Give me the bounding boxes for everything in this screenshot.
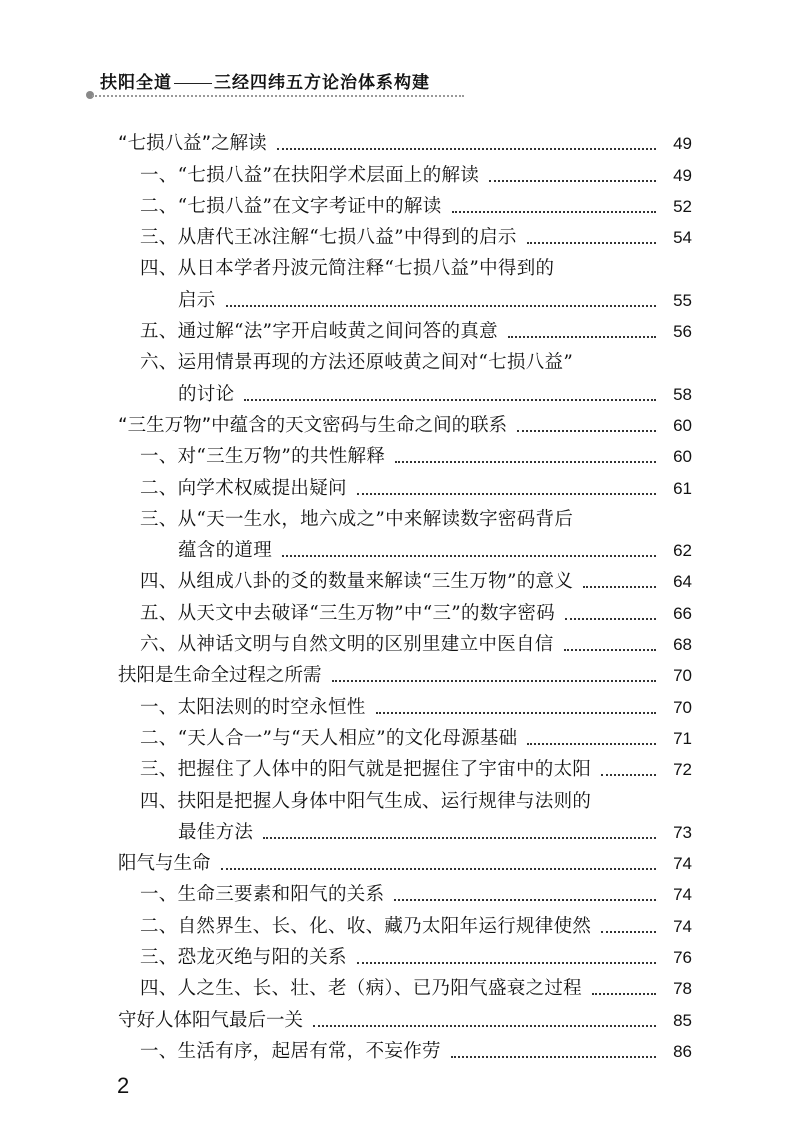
toc-dot-leader: [395, 461, 656, 463]
toc-dot-leader: [357, 962, 656, 964]
toc-entry[interactable]: [118, 283, 692, 314]
table-of-contents: [118, 127, 692, 1066]
toc-entry[interactable]: [118, 346, 692, 377]
toc-entry[interactable]: [118, 127, 692, 158]
toc-entry-title: 六、运用情景再现的方法还原岐黄之间对“七损八益”: [140, 352, 574, 374]
toc-entry[interactable]: [118, 909, 692, 940]
toc-entry[interactable]: [118, 659, 692, 690]
toc-entry-title: 四、人之生、长、壮、老（病）、已乃阳气盛衰之过程: [140, 978, 582, 1000]
toc-dot-leader: [226, 305, 656, 307]
toc-entry[interactable]: [118, 816, 692, 847]
toc-entry[interactable]: [118, 221, 692, 252]
toc-entry-title: 二、自然界生、长、化、收、藏乃太阳年运行规律使然: [140, 915, 592, 937]
toc-entry[interactable]: [118, 190, 692, 221]
toc-entry-page: 74: [673, 854, 692, 874]
toc-dot-leader: [221, 868, 656, 870]
toc-entry[interactable]: [118, 1035, 692, 1066]
toc-dot-leader: [394, 899, 656, 901]
toc-entry-title: 六、从神话文明与自然文明的区别里建立中医自信: [140, 634, 554, 656]
toc-entry[interactable]: [118, 628, 692, 659]
toc-entry-title: 三、从唐代王冰注解“七损八益”中得到的启示: [140, 227, 517, 249]
toc-entry-page: 56: [673, 322, 692, 342]
toc-entry-title: 二、向学术权威提出疑问: [140, 477, 347, 499]
toc-dot-leader: [583, 586, 656, 588]
toc-entry[interactable]: [118, 690, 692, 721]
toc-entry-page: 49: [673, 134, 692, 154]
toc-entry-page: 85: [673, 1010, 692, 1030]
toc-entry-page: 60: [673, 447, 692, 467]
toc-entry[interactable]: [118, 847, 692, 878]
toc-dot-leader: [592, 993, 656, 995]
toc-entry-page: 61: [673, 478, 692, 498]
book-title: 扶阳全道: [100, 73, 172, 93]
toc-dot-leader: [517, 430, 656, 432]
toc-dot-leader: [451, 1056, 656, 1058]
toc-dot-leader: [565, 618, 656, 620]
toc-entry[interactable]: [118, 315, 692, 346]
toc-entry-page: 66: [673, 603, 692, 623]
toc-dot-leader: [376, 712, 656, 714]
toc-entry-page: 86: [673, 1041, 692, 1061]
toc-entry[interactable]: [118, 409, 692, 440]
toc-entry-title: 一、生命三要素和阳气的关系: [140, 884, 385, 906]
toc-entry-page: 52: [673, 196, 692, 216]
toc-dot-leader: [244, 399, 656, 401]
toc-entry-title: 扶阳是生命全过程之所需: [118, 665, 322, 687]
toc-entry-title: 五、通过解“法”字开启岐黄之间问答的真意: [140, 321, 498, 343]
toc-entry-page: 58: [673, 384, 692, 404]
toc-entry-title: 阳气与生命: [118, 853, 211, 875]
toc-entry-title: 二、“天人合一”与“天人相应”的文化母源基础: [140, 727, 518, 749]
toc-entry-page: 72: [673, 760, 692, 780]
toc-dot-leader: [601, 774, 656, 776]
toc-entry-page: 73: [673, 822, 692, 842]
toc-dot-leader: [601, 931, 656, 933]
toc-entry-page: 60: [673, 415, 692, 435]
toc-dot-leader: [508, 336, 656, 338]
toc-entry-page: 49: [673, 165, 692, 185]
toc-entry[interactable]: [118, 440, 692, 471]
toc-entry-title: 最佳方法: [178, 821, 254, 843]
toc-entry-title: “七损八益”之解读: [118, 133, 267, 155]
toc-entry-page: 71: [673, 728, 692, 748]
toc-dot-leader: [357, 493, 656, 495]
toc-entry-page: 74: [673, 916, 692, 936]
toc-entry-title: 一、对“三生万物”的共性解释: [140, 446, 386, 468]
toc-dot-leader: [332, 680, 656, 682]
page-number: 2: [117, 1073, 130, 1098]
toc-entry[interactable]: [118, 158, 692, 189]
toc-entry-page: 55: [673, 290, 692, 310]
toc-entry-page: 62: [673, 541, 692, 561]
toc-entry-title: 三、把握住了人体中的阳气就是把握住了宇宙中的太阳: [140, 759, 592, 781]
toc-entry-title: 启示: [178, 289, 216, 311]
toc-entry-title: 一、生活有序，起居有常，不妄作劳: [140, 1040, 441, 1062]
toc-entry[interactable]: [118, 377, 692, 408]
toc-entry-title: 四、从日本学者丹波元简注释“七损八益”中得到的: [140, 258, 555, 280]
toc-entry[interactable]: [118, 534, 692, 565]
toc-dot-leader: [313, 1025, 656, 1027]
toc-entry[interactable]: [118, 972, 692, 1003]
toc-entry-page: 68: [673, 635, 692, 655]
toc-dot-leader: [282, 555, 656, 557]
toc-dot-leader: [489, 180, 656, 182]
toc-entry-page: 78: [673, 979, 692, 999]
header-dotted-rule: [92, 95, 464, 97]
toc-entry-page: 70: [673, 666, 692, 686]
toc-entry[interactable]: [118, 565, 692, 596]
toc-entry[interactable]: [118, 722, 692, 753]
toc-entry-title: 的讨论: [178, 383, 235, 405]
toc-entry-title: 蕴含的道理: [178, 540, 273, 562]
toc-entry-page: 70: [673, 697, 692, 717]
toc-entry-title: 二、“七损八益”在文字考证中的解读: [140, 195, 442, 217]
toc-entry[interactable]: [118, 503, 692, 534]
header-dash: [174, 83, 212, 84]
toc-dot-leader: [527, 743, 656, 745]
book-subtitle: 三经四纬五方论治体系构建: [214, 73, 430, 93]
toc-entry-title: 一、“七损八益”在扶阳学术层面上的解读: [140, 164, 480, 186]
toc-dot-leader: [452, 211, 656, 213]
running-header: [100, 68, 430, 93]
toc-entry[interactable]: [118, 471, 692, 502]
toc-entry-page: 76: [673, 948, 692, 968]
toc-entry[interactable]: [118, 941, 692, 972]
toc-entry[interactable]: [118, 596, 692, 627]
toc-entry-title: 三、恐龙灭绝与阳的关系: [140, 947, 347, 969]
toc-entry-title: 四、扶阳是把握人身体中阳气生成、运行规律与法则的: [140, 790, 592, 812]
toc-entry[interactable]: [118, 1003, 692, 1034]
toc-entry-page: 54: [673, 228, 692, 248]
toc-entry-page: 74: [673, 885, 692, 905]
toc-entry[interactable]: [118, 878, 692, 909]
toc-entry-title: 五、从天文中去破译“三生万物”中“三”的数字密码: [140, 602, 556, 624]
toc-dot-leader: [564, 649, 656, 651]
toc-entry-title: 守好人体阳气最后一关: [118, 1009, 304, 1031]
toc-dot-leader: [527, 242, 656, 244]
toc-entry-title: 一、太阳法则的时空永恒性: [140, 696, 366, 718]
toc-entry-title: “三生万物”中蕴含的天文密码与生命之间的联系: [118, 414, 508, 436]
toc-entry-title: 四、从组成八卦的爻的数量来解读“三生万物”的意义: [140, 571, 574, 593]
toc-dot-leader: [263, 837, 656, 839]
toc-entry[interactable]: [118, 252, 692, 283]
toc-entry[interactable]: [118, 753, 692, 784]
toc-entry-title: 三、从“天一生水，地六成之”中来解读数字密码背后: [140, 508, 574, 530]
toc-dot-leader: [277, 148, 656, 150]
toc-entry[interactable]: [118, 784, 692, 815]
toc-entry-page: 64: [673, 572, 692, 592]
